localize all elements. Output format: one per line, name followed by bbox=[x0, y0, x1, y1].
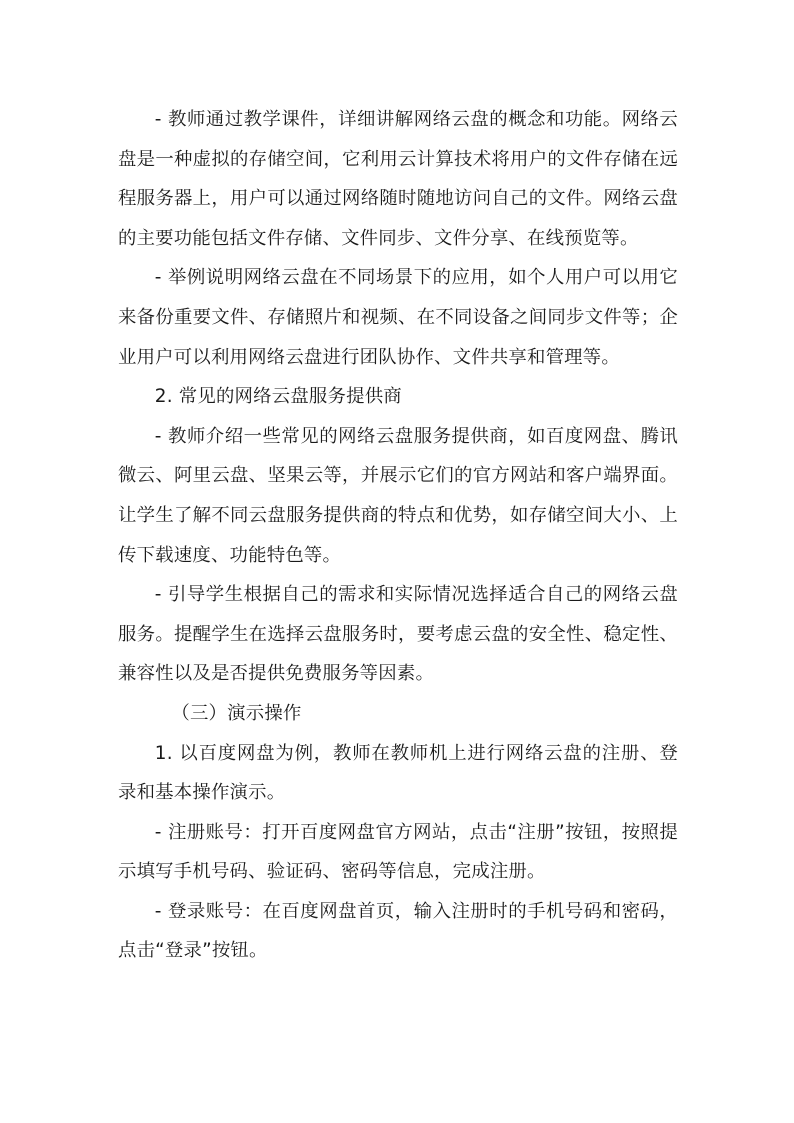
paragraph-register-account: - 注册账号：打开百度网盘官方网站，点击“注册”按钮，按照提示填写手机号码、验证码、密码等信息，完成注册。 bbox=[118, 821, 678, 883]
paragraph-usage-examples: - 举例说明网络云盘在不同场景下的应用，如个人用户可以用它来备份重要文件、存储照片和视频、在不同设备之间同步文件等；企业用户可以利用网络云盘进行团队协作、文件共享和管理等。 bbox=[118, 267, 678, 368]
section-heading-providers: 2. 常见的网络云盘服务提供商 bbox=[154, 386, 402, 408]
paragraph-demo-intro: 1. 以百度网盘为例，教师在教师机上进行网络云盘的注册、登录和基本操作演示。 bbox=[118, 742, 678, 804]
paragraph-provider-intro: - 教师介绍一些常见的网络云盘服务提供商，如百度网盘、腾讯微云、阿里云盘、坚果云等，并展示它们的官方网站和客户端界面。让学生了解不同云盘服务提供商的特点和优势，如存储空间大小、上传下载速度、功能特色等。 bbox=[118, 425, 678, 566]
paragraph-login-account: - 登录账号：在百度网盘首页，输入注册时的手机号码和密码，点击“登录”按钮。 bbox=[118, 900, 678, 962]
section-heading-demo: （三）演示操作 bbox=[171, 702, 302, 724]
paragraph-cloud-concept: - 教师通过教学课件，详细讲解网络云盘的概念和功能。网络云盘是一种虚拟的存储空间，它利用云计算技术将用户的文件存储在远程服务器上，用户可以通过网络随时随地访问自己的文件。网络云盘的主要功能包括文件存储、文件同步、文件分享、在线预览等。 bbox=[118, 109, 678, 249]
document-body bbox=[118, 100, 678, 971]
paragraph-choose-service: - 引导学生根据自己的需求和实际情况选择适合自己的网络云盘服务。提醒学生在选择云盘服务时，要考虑云盘的安全性、稳定性、兼容性以及是否提供免费服务等因素。 bbox=[118, 584, 678, 685]
